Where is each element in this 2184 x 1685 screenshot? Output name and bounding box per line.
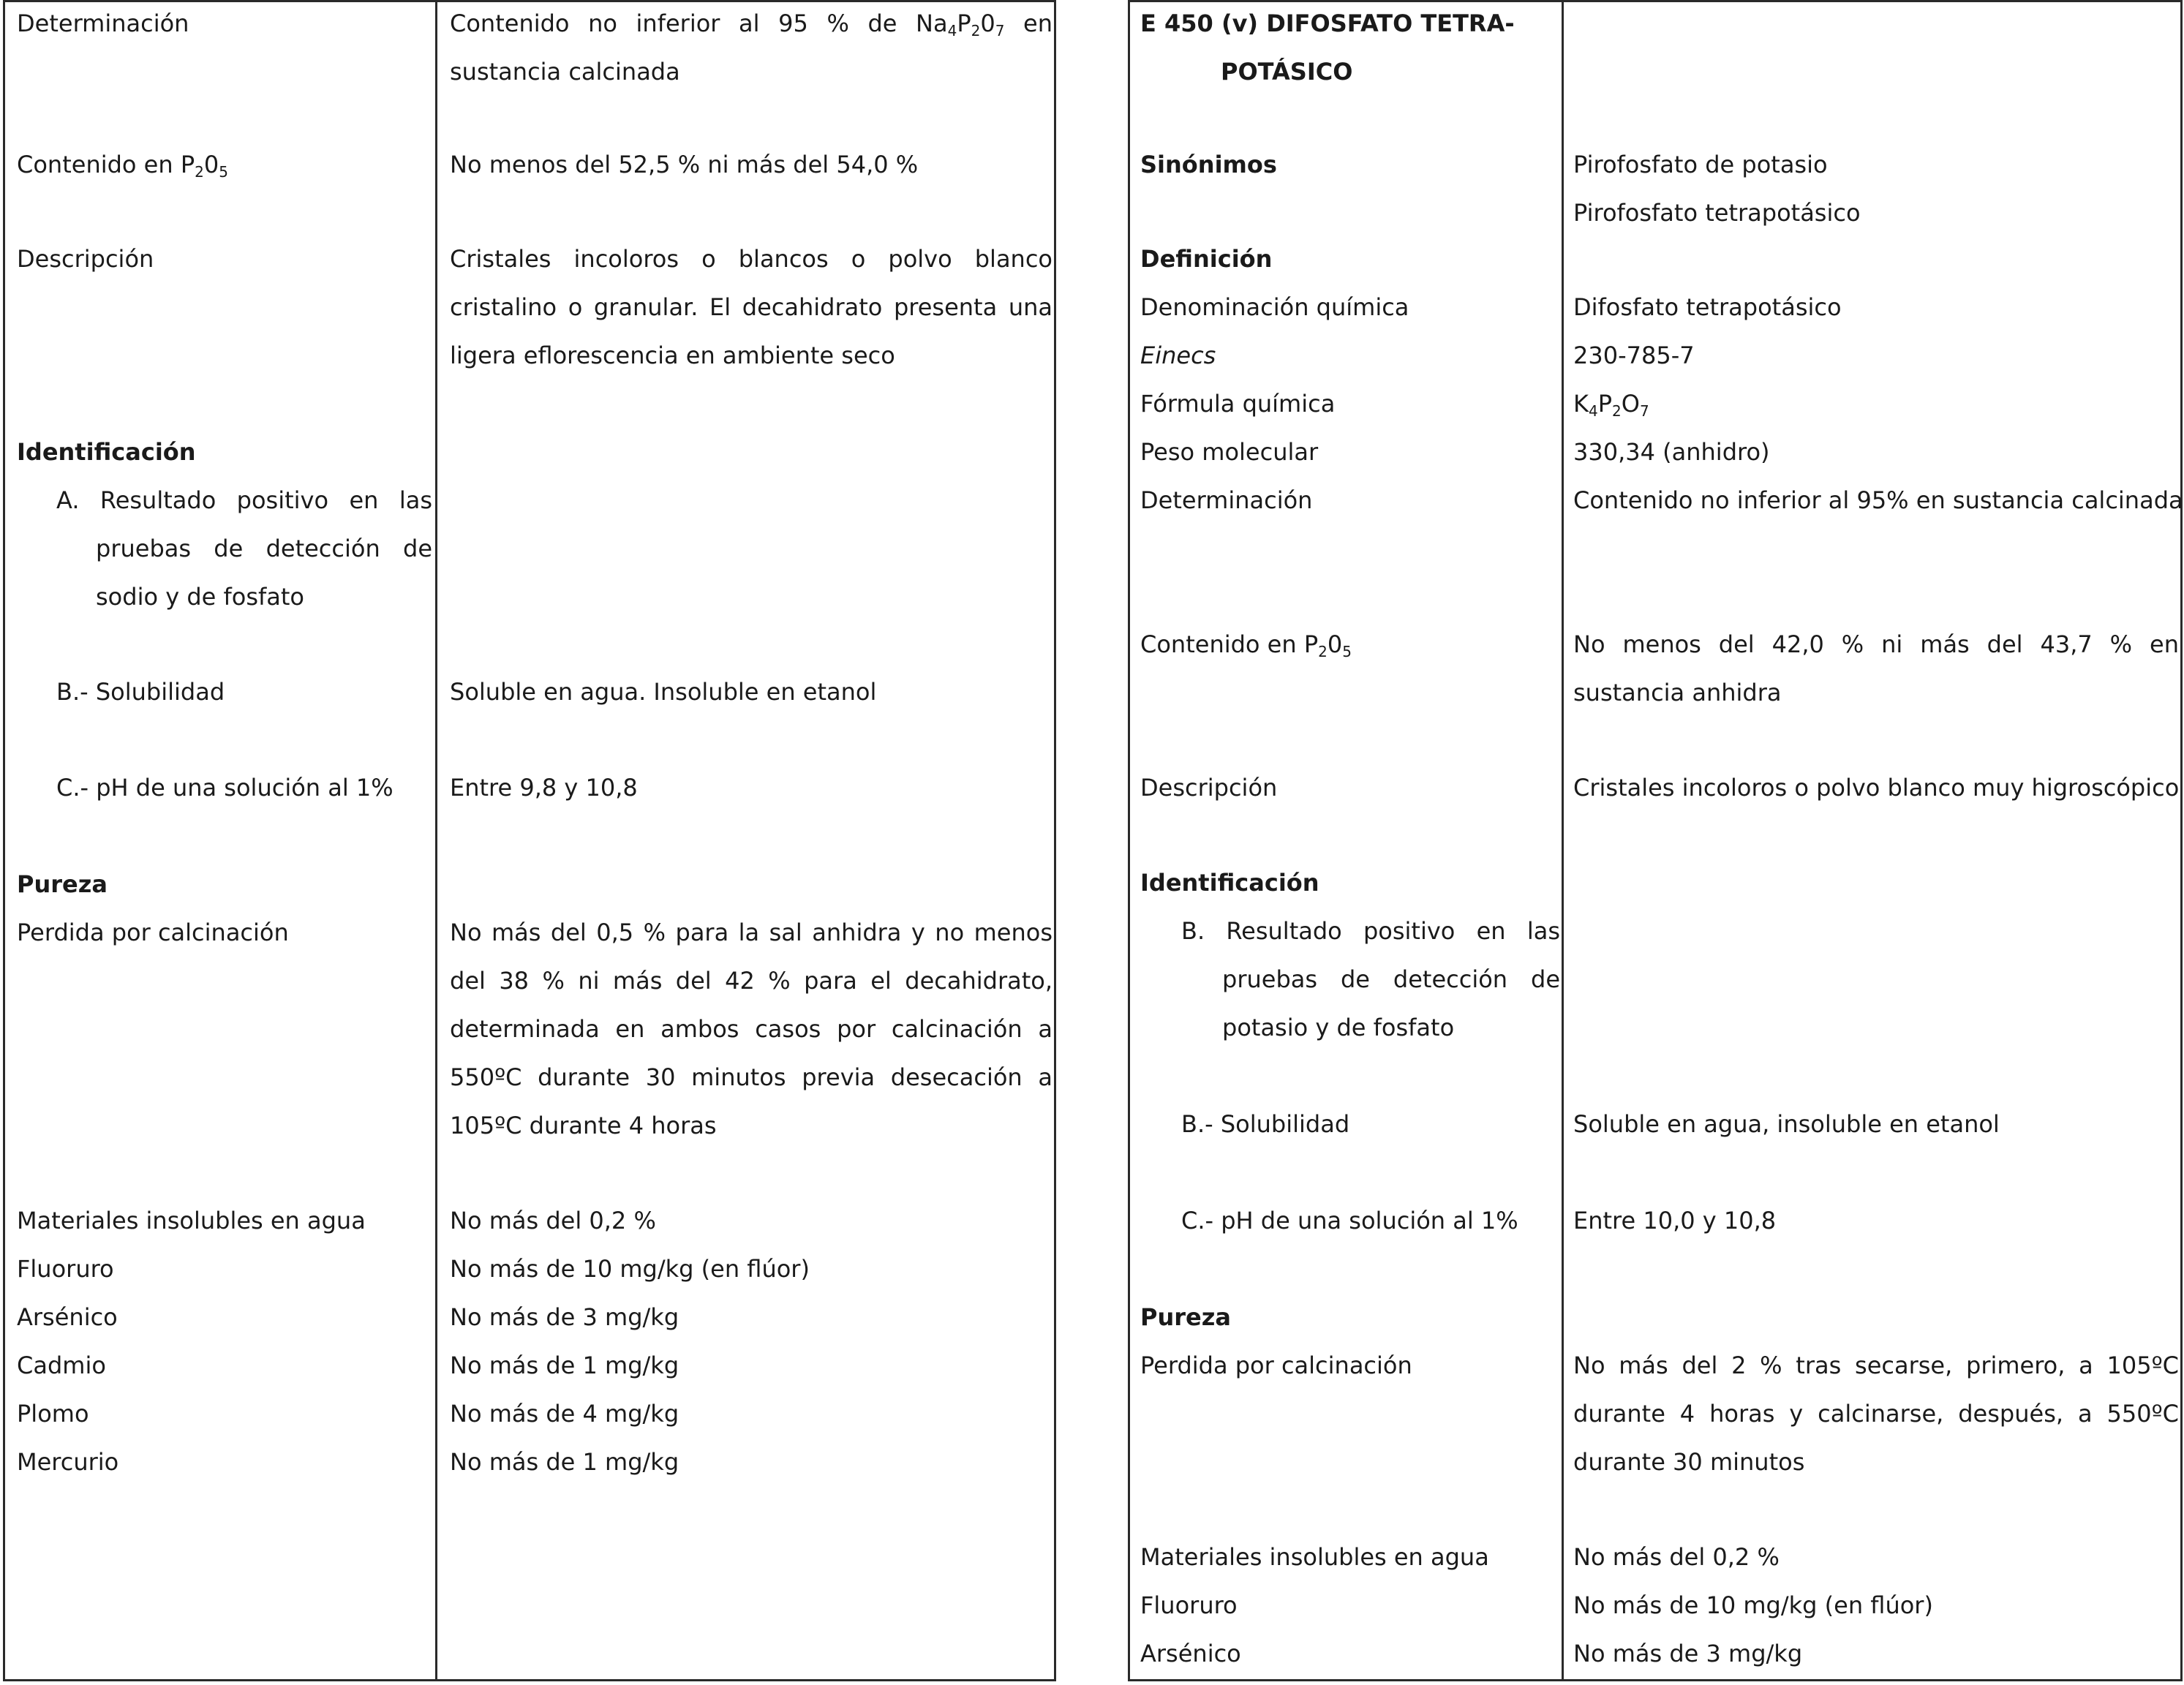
label-mercurio: Mercurio <box>17 1448 119 1476</box>
heading-identificacion-r: Identificación <box>1140 869 1319 897</box>
label-denominacion: Denominación química <box>1140 293 1409 321</box>
value-descripcion-r: Cristales incoloros o polvo blanco muy higroscópico <box>1573 774 2180 802</box>
value-plomo: No más de 4 mg/kg <box>450 1400 679 1428</box>
label-determinacion-r: Determinación <box>1140 486 1313 514</box>
value-perdida-line4: 550ºC durante 30 minutos previa desecación a <box>450 1063 1053 1091</box>
label-arsenico-r: Arsénico <box>1140 1640 1241 1667</box>
label-determinacion: Determinación <box>17 10 189 37</box>
value-solubilidad: Soluble en agua. Insoluble en etanol <box>450 678 877 706</box>
label-descripcion: Descripción <box>17 245 154 273</box>
label-solubilidad: B.- Solubilidad <box>56 678 225 706</box>
identificacion-r-line1: B. Resultado positivo en las <box>1181 917 1560 945</box>
value-cadmio: No más de 1 mg/kg <box>450 1352 679 1379</box>
identificacion-r-line2: pruebas de detección de <box>1222 965 1560 993</box>
label-einecs: Einecs <box>1140 342 1216 369</box>
value-formula: $K_4P_2O_7$ <box>1573 390 1649 420</box>
identificacion-a-line3: sodio y de fosfato <box>96 583 304 611</box>
label-peso-molecular: Peso molecular <box>1140 438 1319 466</box>
value-descripcion-line3: ligera eflorescencia en ambiente seco <box>450 342 895 369</box>
value-determinacion-line1: Contenido no inferior al 95 % de $Na_4P_20_7$ en <box>450 10 1053 39</box>
heading-identificacion: Identificación <box>17 438 196 466</box>
value-determinacion-line2: sustancia calcinada <box>450 58 680 86</box>
label-descripcion-r: Descripción <box>1140 774 1278 802</box>
label-perdida-r: Perdida por calcinación <box>1140 1352 1412 1379</box>
value-insolubles-r: No más del 0,2 % <box>1573 1543 1780 1571</box>
heading-pureza-r: Pureza <box>1140 1303 1231 1331</box>
identificacion-a-line1: A. Resultado positivo en las <box>56 486 432 514</box>
value-fluoruro-r: No más de 10 mg/kg (en flúor) <box>1573 1591 1933 1619</box>
value-perdida-line5: 105ºC durante 4 horas <box>450 1112 717 1139</box>
value-sinonimos-line2: Pirofosfato tetrapotásico <box>1573 199 1861 227</box>
label-plomo: Plomo <box>17 1400 89 1428</box>
value-solubilidad-r: Soluble en agua, insoluble en etanol <box>1573 1110 2000 1138</box>
label-perdida: Perdida por calcinación <box>17 919 289 946</box>
label-solubilidad-r: B.- Solubilidad <box>1181 1110 1350 1138</box>
label-cadmio: Cadmio <box>17 1352 106 1379</box>
value-insolubles: No más del 0,2 % <box>450 1207 656 1234</box>
value-perdida-r-line3: durante 30 minutos <box>1573 1448 1805 1476</box>
value-determinacion-r: Contenido no inferior al 95% en sustancia calcinada <box>1573 486 2183 514</box>
right-spec-table <box>1128 0 2183 1681</box>
identificacion-a-line2: pruebas de detección de <box>96 535 432 562</box>
value-mercurio: No más de 1 mg/kg <box>450 1448 679 1476</box>
value-perdida-r-line1: No más del 2 % tras secarse, primero, a 105ºC <box>1573 1352 2179 1379</box>
value-ph-r: Entre 10,0 y 10,8 <box>1573 1207 1777 1234</box>
value-contenido-p2o5-r-line2: sustancia anhidra <box>1573 679 1782 706</box>
label-contenido-p2o5: Contenido en $P_20_5$ <box>17 151 228 181</box>
left-spec-table <box>3 0 1056 1681</box>
value-contenido-p2o5: No menos del 52,5 % ni más del 54,0 % <box>450 151 919 178</box>
value-perdida-line3: determinada en ambos casos por calcinación a <box>450 1015 1053 1043</box>
value-sinonimos-line1: Pirofosfato de potasio <box>1573 151 1828 178</box>
label-arsenico: Arsénico <box>17 1303 118 1331</box>
label-fluoruro: Fluoruro <box>17 1255 114 1283</box>
value-einecs: 230-785-7 <box>1573 342 1695 369</box>
value-fluoruro: No más de 10 mg/kg (en flúor) <box>450 1255 810 1283</box>
value-contenido-p2o5-r-line1: No menos del 42,0 % ni más del 43,7 % en <box>1573 630 2179 658</box>
section-title-line2: POTÁSICO <box>1221 58 1353 86</box>
value-ph: Entre 9,8 y 10,8 <box>450 774 638 802</box>
label-sinonimos: Sinónimos <box>1140 151 1277 178</box>
identificacion-r-line3: potasio y de fosfato <box>1222 1014 1455 1041</box>
heading-pureza: Pureza <box>17 870 108 898</box>
label-insolubles: Materiales insolubles en agua <box>17 1207 366 1234</box>
value-peso-molecular: 330,34 (anhidro) <box>1573 438 1770 466</box>
value-perdida-line1: No más del 0,5 % para la sal anhidra y no menos <box>450 919 1053 946</box>
value-denominacion: Difosfato tetrapotásico <box>1573 293 1842 321</box>
label-contenido-p2o5-r: Contenido en $P_20_5$ <box>1140 630 1352 660</box>
label-ph-r: C.- pH de una solución al 1% <box>1181 1207 1518 1234</box>
right-column-divider <box>1562 2 1564 1679</box>
value-arsenico-r: No más de 3 mg/kg <box>1573 1640 1803 1667</box>
value-descripcion-line1: Cristales incoloros o blancos o polvo blanco <box>450 245 1053 273</box>
label-fluoruro-r: Fluoruro <box>1140 1591 1238 1619</box>
left-column-divider <box>435 2 437 1679</box>
label-insolubles-r: Materiales insolubles en agua <box>1140 1543 1489 1571</box>
value-arsenico: No más de 3 mg/kg <box>450 1303 679 1331</box>
section-title-line1: E 450 (v) DIFOSFATO TETRA- <box>1140 10 1515 37</box>
value-perdida-r-line2: durante 4 horas y calcinarse, después, a 550ºC <box>1573 1400 2179 1428</box>
value-descripcion-line2: cristalino o granular. El decahidrato presenta una <box>450 293 1053 321</box>
label-formula: Fórmula química <box>1140 390 1336 418</box>
label-ph: C.- pH de una solución al 1% <box>56 774 394 802</box>
value-perdida-line2: del 38 % ni más del 42 % para el decahidrato, <box>450 967 1053 995</box>
heading-definicion: Definición <box>1140 245 1273 273</box>
